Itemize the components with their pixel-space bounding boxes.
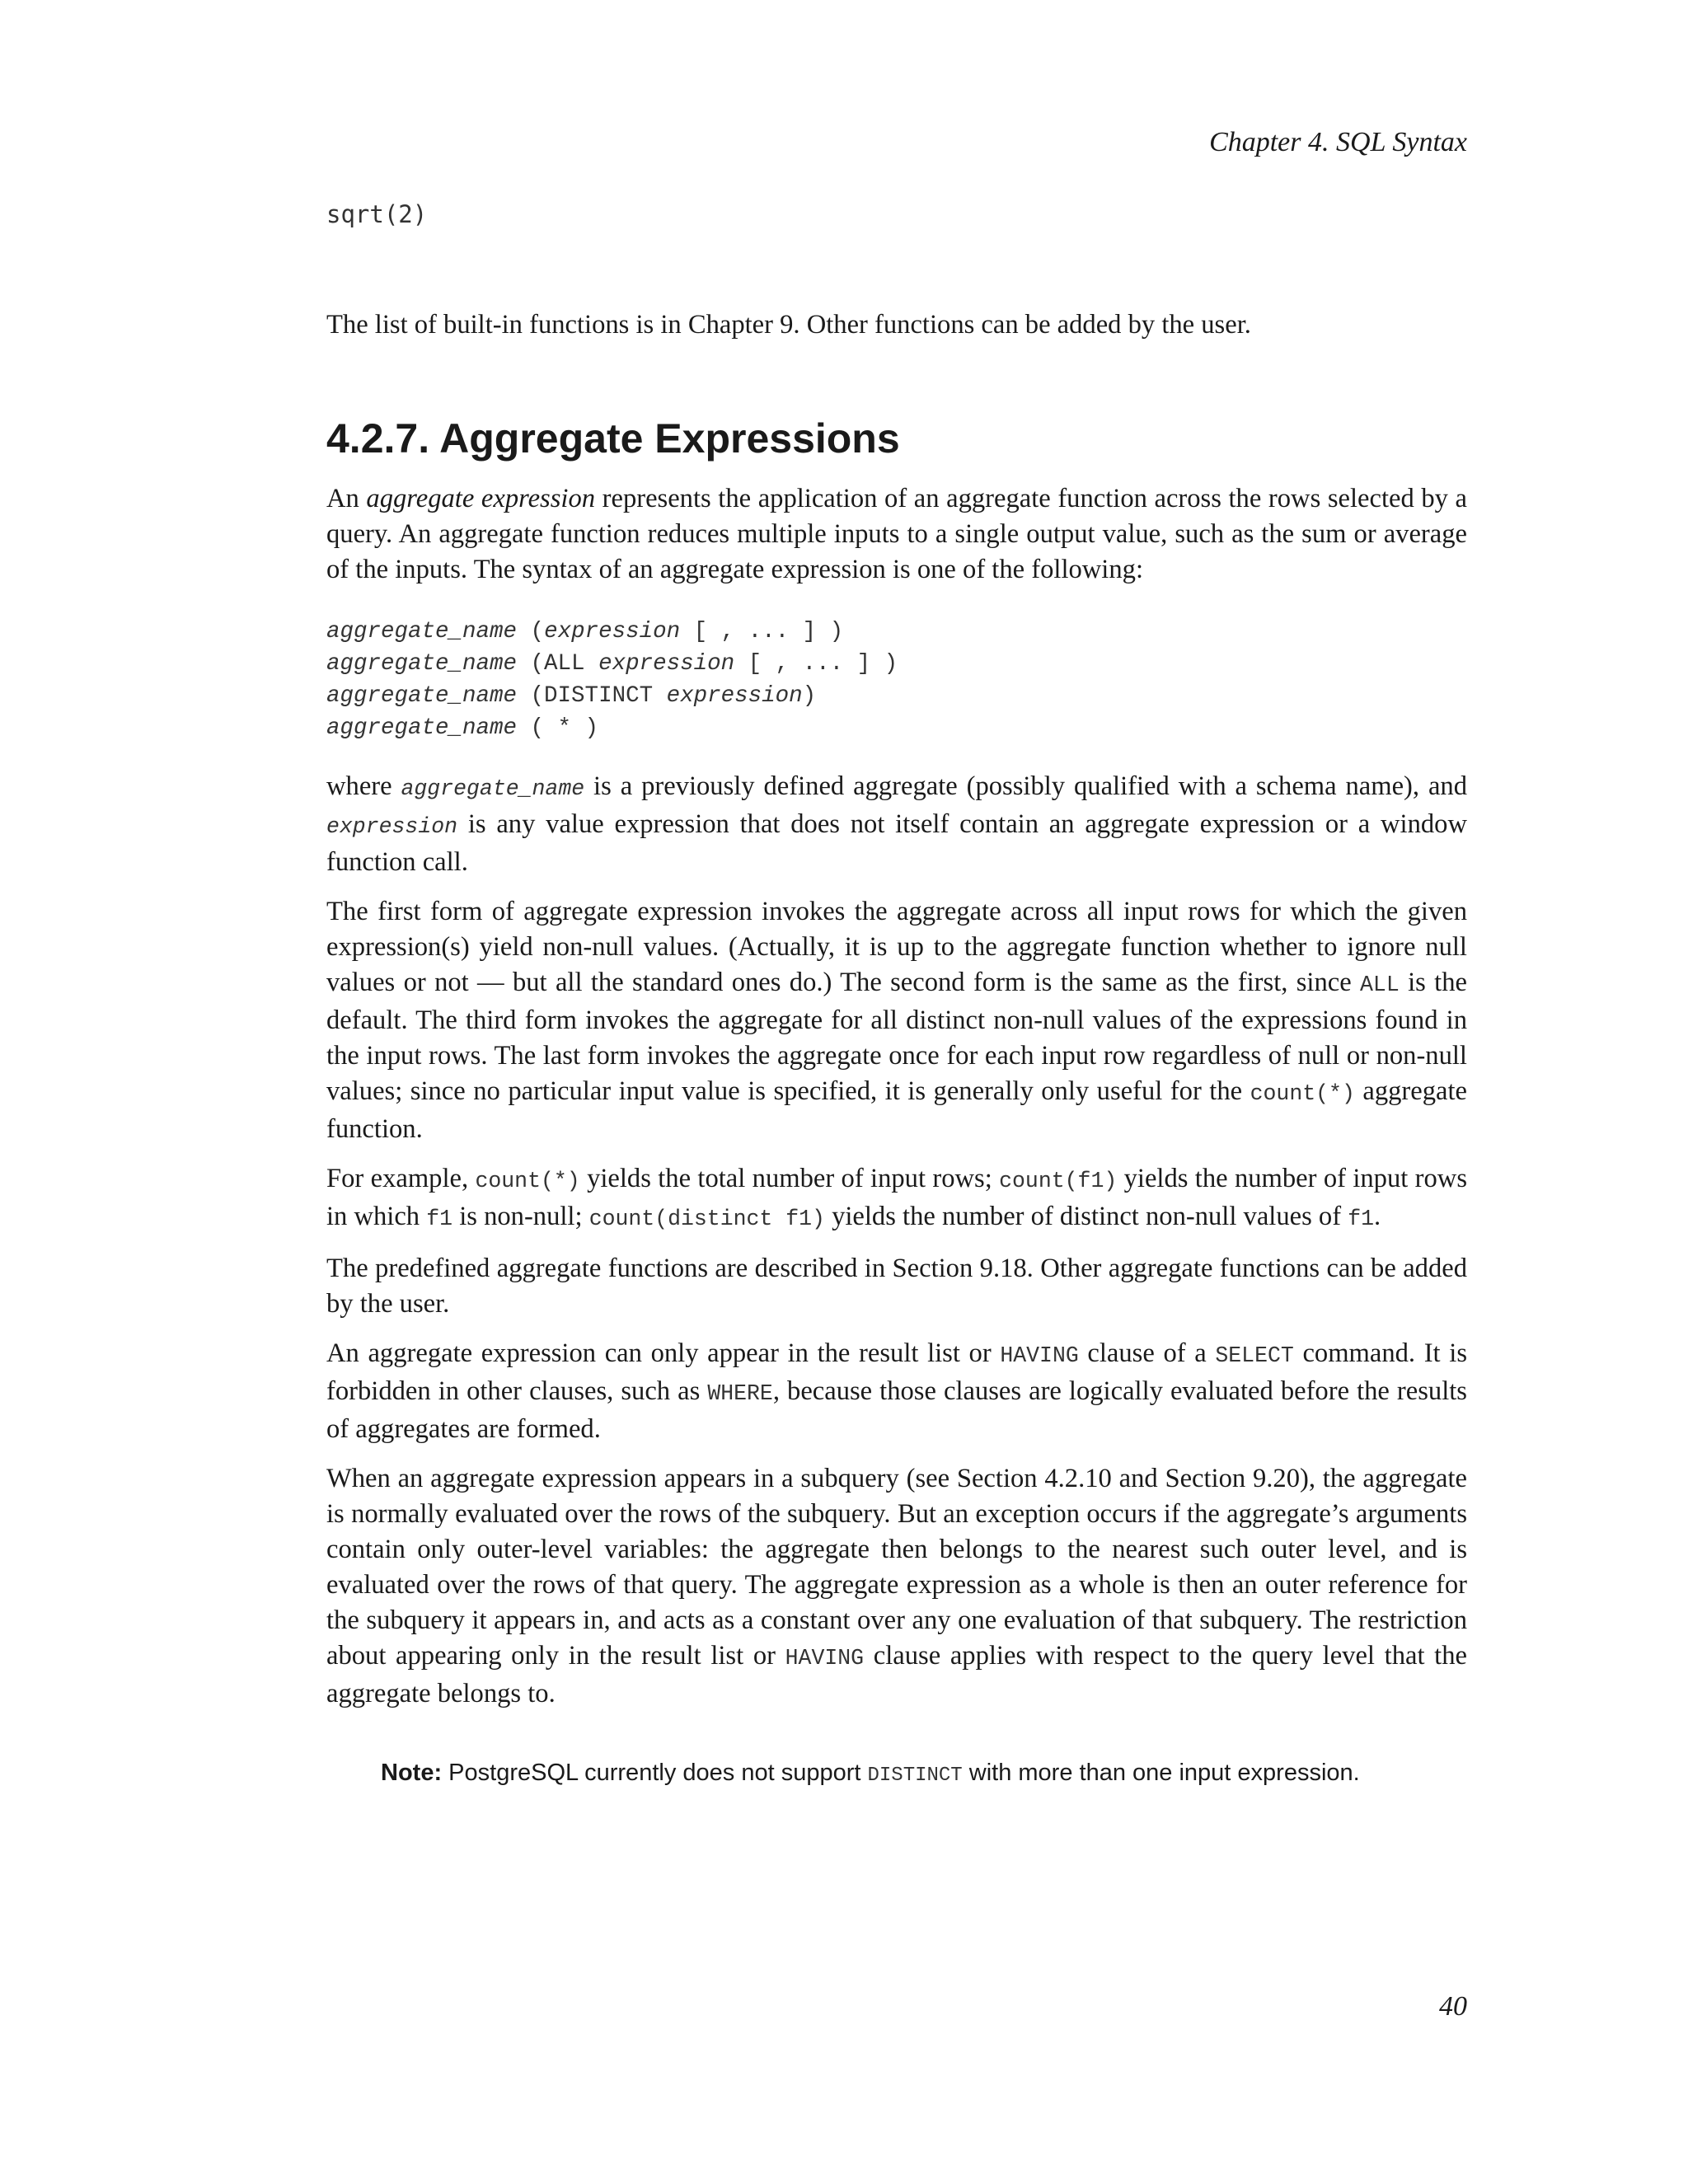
running-header: Chapter 4. SQL Syntax bbox=[1209, 127, 1467, 157]
paragraph-predefined: The predefined aggregate functions are described in Section 9.18. Other aggregate functions can be added by the user. bbox=[326, 1254, 1467, 1319]
syntax-block bbox=[326, 616, 1467, 744]
paragraph-builtin-functions: The list of built-in functions is in Chapter 9. Other functions can be added by the user. bbox=[326, 310, 1251, 340]
paragraph-intro: An aggregate expression represents the application of an aggregate function across the rows selected by a query. An aggregate function reduces multiple inputs to a single output value, such as the sum or average of the inputs. The syntax of an aggregate expression is one of the following: bbox=[326, 484, 1467, 584]
syntax-line-4: aggregate_name ( * ) bbox=[326, 715, 599, 741]
paragraph-where: where aggregate_name is a previously defined aggregate (possibly qualified with a schema name), and expression is any value expression that does not itself contain an aggregate expression or a window function call. bbox=[326, 771, 1467, 877]
syntax-line-3: aggregate_name (DISTINCT expression) bbox=[326, 683, 817, 709]
note-box: Note: PostgreSQL currently does not support DISTINCT with more than one input expression. bbox=[381, 1760, 1360, 1787]
page-number: 40 bbox=[1439, 1991, 1467, 2022]
syntax-listing bbox=[326, 616, 1467, 744]
paragraph-example: For example, count(*) yields the total number of input rows; count(f1) yields the number of input rows in which f1 is non-null; count(distinct f1) yields the number of distinct non-null values of f1. bbox=[326, 1164, 1467, 1231]
code-example-sqrt: sqrt(2) bbox=[326, 200, 428, 228]
note-label: Note: bbox=[381, 1760, 443, 1786]
syntax-line-1: aggregate_name (expression [ , ... ] ) bbox=[326, 619, 844, 644]
syntax-line-2: aggregate_name (ALL expression [ , ... ] ) bbox=[326, 651, 898, 677]
section-title: 4.2.7. Aggregate Expressions bbox=[326, 415, 900, 462]
paragraph-forms: The first form of aggregate expression invokes the aggregate across all input rows for which the given expression(s) yield non-null values. (Actually, it is up to the aggregate function whether to ignore null values or not — but all the standard ones do.) The second form is the same as the first, since ALL is the default. The third form invokes the aggregate for all distinct non-null values of the expressions found in the input rows. The last form invokes the aggregate once for each input row regardless of null or non-null values; since no particular input value is specified, it is generally only useful for the count(*) aggregate function. bbox=[326, 897, 1467, 1144]
term-aggregate-expression: aggregate expression bbox=[366, 484, 596, 513]
paragraph-subquery: When an aggregate expression appears in a subquery (see Section 4.2.10 and Section 9.20), the aggregate is normally evaluated over the rows of the subquery. But an exception occurs if the aggregate’s arguments contain only outer-level variables: the aggregate then belongs to the nearest such outer level, and is evaluated over the rows of that query. The aggregate expression as a whole is then an outer reference for the subquery it appears in, and acts as a constant over any one evaluation of that subquery. The restriction about appearing only in the result list or HAVING clause applies with respect to the query level that the aggregate belongs to. bbox=[326, 1464, 1467, 1708]
intro-block bbox=[326, 481, 1467, 588]
body-block bbox=[326, 769, 1467, 1712]
paragraph-placement: An aggregate expression can only appear in the result list or HAVING clause of a SELECT command. It is forbidden in other clauses, such as WHERE, because those clauses are logically evaluated before the results of aggregates are formed. bbox=[326, 1338, 1467, 1444]
